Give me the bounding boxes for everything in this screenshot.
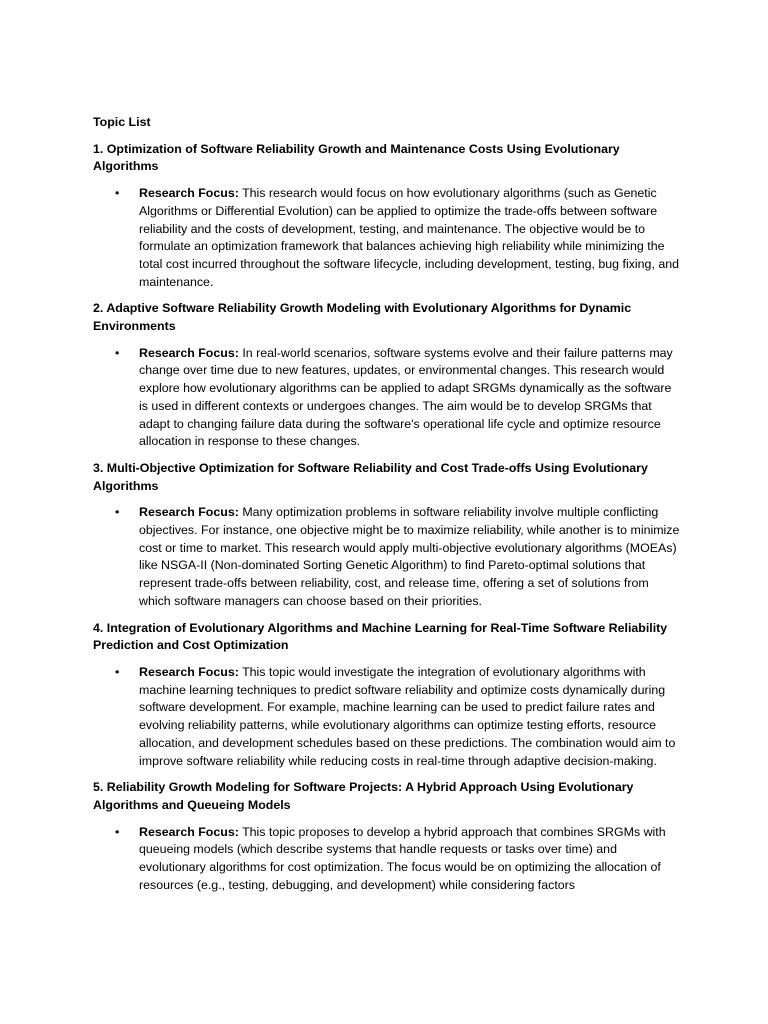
topic-2-heading: 2. Adaptive Software Reliability Growth Modeling with Evolutionary Algorithms for Dynamic Environments xyxy=(93,301,632,334)
focus-text: This topic would investigate the integration of evolutionary algorithms with machine learning techniques to predict software reliability and optimize costs dynamically during software development. For example, machine learning can be used to predict failure rates and evolving reliability patterns, while evolutionary algorithms can optimize testing efforts, resource allocation, and development schedules based on these predictions. The combination would aim to improve software reliability while reducing costs in real-time through adaptive decision-making. xyxy=(139,664,676,768)
focus-text: Many optimization problems in software reliability involve multiple conflicting objectives. For instance, one objective might be to maximize reliability, while another is to minimize cost or time to market. This research would apply multi-objective evolutionary algorithms (MOEAs) like NSGA-II (Non-dominated Sorting Genetic Algorithm) to find Pareto-optimal solutions that represent trade-offs between reliability, cost, and release time, offering a set of solutions from which software managers can choose based on their priorities. xyxy=(139,505,680,608)
topic-5-research-focus xyxy=(93,824,683,895)
topic-5-list xyxy=(93,824,683,895)
focus-text: This research would focus on how evolutionary algorithms (such as Genetic Algorithms or Differential Evolution) can be applied to optimize the trade-offs between software reliability and the costs of development, testing, and maintenance. The objective would be to formulate an optimization framework that balances achieving high reliability while minimizing the total cost incurred throughout the software lifecycle, including development, testing, bug fixing, and maintenance. xyxy=(139,186,679,289)
topic-4-heading: 4. Integration of Evolutionary Algorithms and Machine Learning for Real-Time Software Reliability Prediction and Cost Optimization xyxy=(93,620,668,653)
focus-label: Research Focus: xyxy=(139,664,239,679)
bullet-icon: • xyxy=(115,186,120,201)
focus-text: This topic proposes to develop a hybrid approach that combines SRGMs with queueing models (which describe systems that handle requests or tasks over time) and evolutionary algorithms for cost optimization. The focus would be on optimizing the allocation of resources (e.g., testing, debugging, and development) while considering factors xyxy=(139,824,666,892)
topic-3-research-focus xyxy=(93,504,683,610)
document-title: Topic List xyxy=(93,115,151,129)
focus-label: Research Focus: xyxy=(139,186,239,201)
topic-4-research-focus xyxy=(93,664,683,770)
topic-1-research-focus xyxy=(93,185,683,291)
topic-4-list xyxy=(93,664,683,770)
topic-2-research-focus xyxy=(93,345,683,451)
topic-3-heading: 3. Multi-Objective Optimization for Software Reliability and Cost Trade-offs Using Evolutionary Algorithms xyxy=(93,460,648,493)
focus-text: In real-world scenarios, software systems evolve and their failure patterns may change over time due to new features, updates, or environmental changes. This research would explore how evolutionary algorithms can be applied to adapt SRGMs dynamically as the software is used in different contexts or undergoes changes. The aim would be to develop SRGMs that adapt to changing failure data during the software's operational life cycle and optimize resource allocation in response to these changes. xyxy=(139,345,673,449)
topic-3-list xyxy=(93,504,683,610)
topic-2-list xyxy=(93,345,683,451)
topic-1-heading: 1. Optimization of Software Reliability Growth and Maintenance Costs Using Evolutionary Algorithms xyxy=(93,141,620,174)
focus-label: Research Focus: xyxy=(139,345,239,360)
focus-label: Research Focus: xyxy=(139,824,239,839)
document-page xyxy=(93,114,683,903)
bullet-icon: • xyxy=(115,505,120,520)
bullet-icon: • xyxy=(115,664,120,679)
bullet-icon: • xyxy=(115,345,120,360)
topic-1-list xyxy=(93,185,683,291)
bullet-icon: • xyxy=(115,824,120,839)
focus-label: Research Focus: xyxy=(139,505,239,520)
topic-5-heading: 5. Reliability Growth Modeling for Software Projects: A Hybrid Approach Using Evolutionary Algorithms and Queueing Models xyxy=(93,780,634,812)
